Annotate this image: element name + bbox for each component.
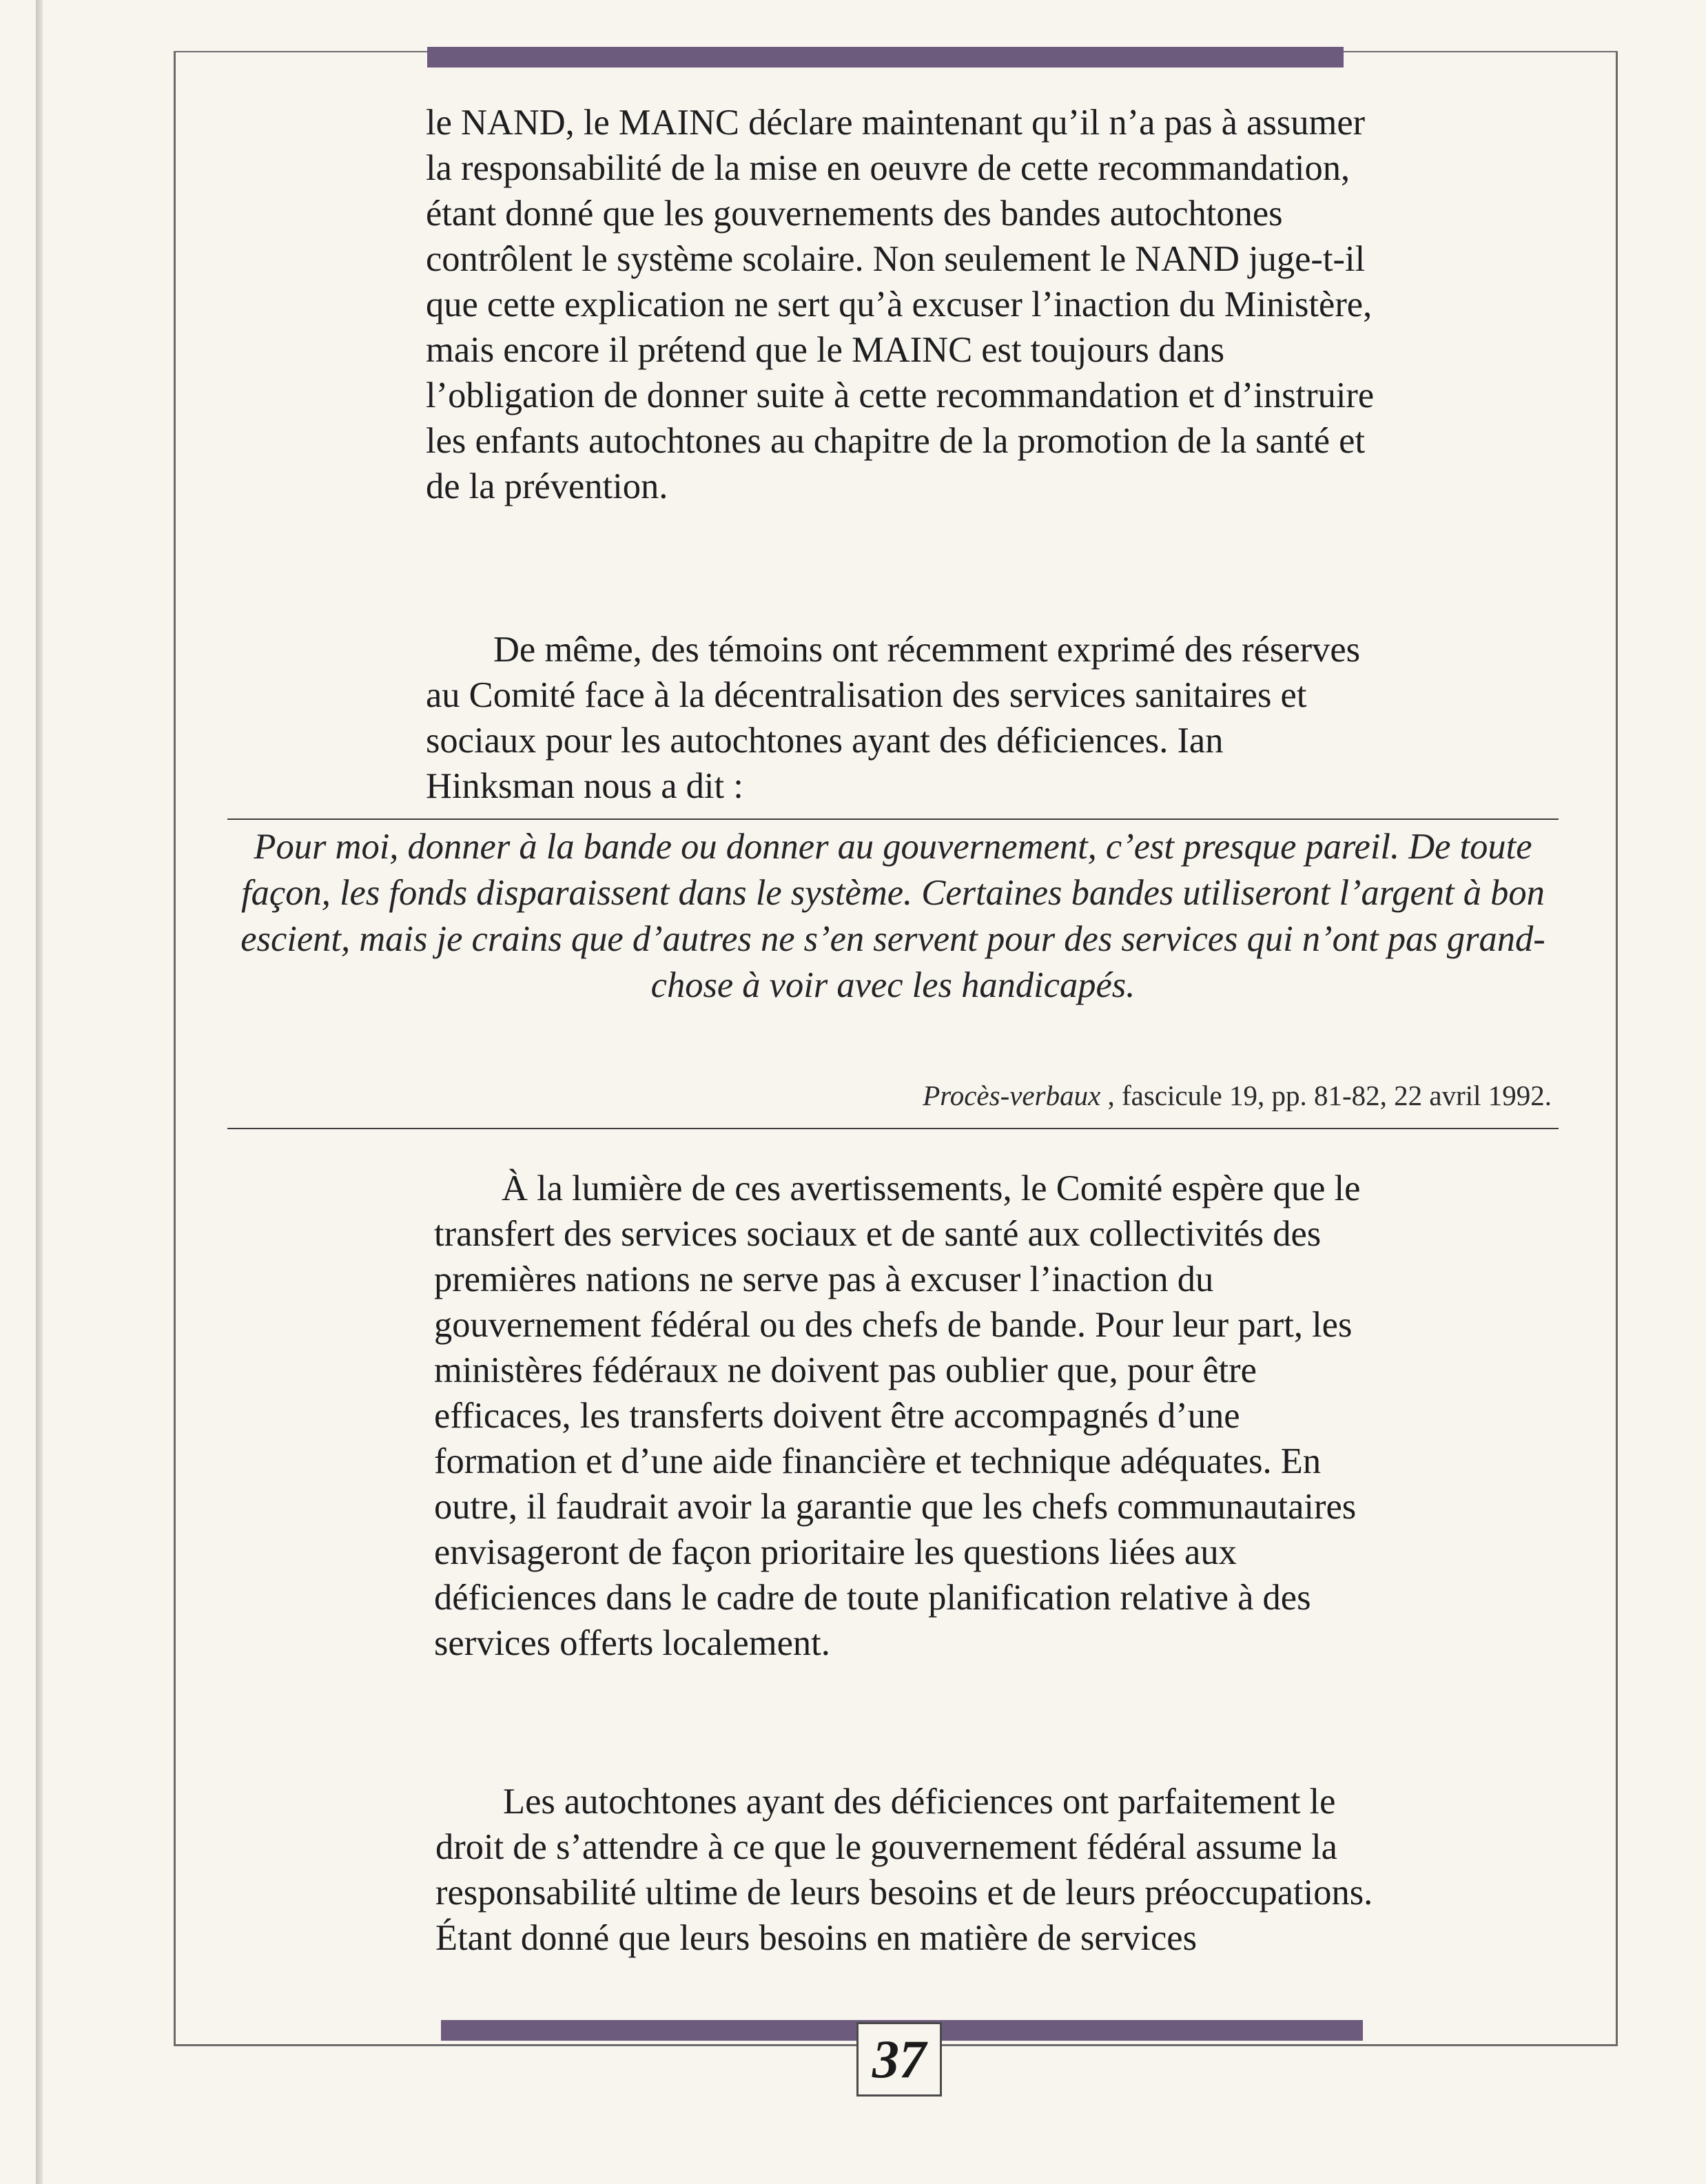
page-binding-edge [36,0,43,2184]
top-accent-bar [427,47,1344,68]
body-paragraph-3 [434,1166,1385,1666]
paragraph-text: Les autochtones ayant des déficiences ont parfaitement le droit de s’attendre à ce que le gouvernement fédéral assume la responsabilité ultime de leurs besoins et de leurs préoccupations. Étant donné que leurs besoins en matière de services [435,1782,1373,1958]
block-quote [232,824,1554,1009]
quote-rule-top [227,818,1559,820]
citation-title: Procès-verbaux [923,1080,1101,1111]
page-number: 37 [872,2029,926,2089]
quote-text: Pour moi, donner à la bande ou donner au gouvernement, c’est presque pareil. De toute façon, les fonds disparaissent dans le système. Certaines bandes utiliseront l’argent à bon escient, mais je crains que d’autres ne s’en servent pour des services qui n’ont pas grand-chose à voir avec les handicapés. [240,827,1545,1005]
body-paragraph-2 [426,627,1377,809]
citation-details: , fascicule 19, pp. 81-82, 22 avril 1992. [1100,1080,1552,1111]
paragraph-text: De même, des témoins ont récemment exprimé des réserves au Comité face à la décentralisation des services sanitaires et sociaux pour les autochtones ayant des déficiences. Ian Hinksman nous a dit : [426,630,1361,806]
page-number-box [856,2022,942,2097]
body-paragraph-4 [435,1779,1386,1961]
body-paragraph-1 [426,100,1377,509]
quote-rule-bottom [227,1128,1559,1129]
quote-citation [923,1076,1552,1115]
paragraph-text: À la lumière de ces avertissements, le Comité espère que le transfert des services sociaux et de santé aux collectivités des premières nations ne serve pas à excuser l’inaction du gouvernement fédéral ou des chefs de bande. Pour leur part, les ministères fédéraux ne doivent pas oublier que, pour être efficaces, les transferts doivent être accompagnés d’une formation et d’une aide financière et technique adéquates. En outre, il faudrait avoir la garantie que les chefs communautaires envisageront de façon prioritaire les questions liées aux déficiences dans le cadre de toute planification relative à des services offerts localement. [434,1168,1361,1663]
paragraph-text: le NAND, le MAINC déclare maintenant qu’il n’a pas à assumer la responsabilité de la mise en oeuvre de cette recommandation, étant donné que les gouvernements des bandes autochtones contrôlent le système scolaire. Non seulement le NAND juge-t-il que cette explication ne sert qu’à excuser l’inaction du Ministère, mais encore il prétend que le MAINC est toujours dans l’obligation de donner suite à cette recommandation et d’instruire les enfants autochtones au chapitre de la promotion de la santé et de la prévention. [426,103,1375,506]
